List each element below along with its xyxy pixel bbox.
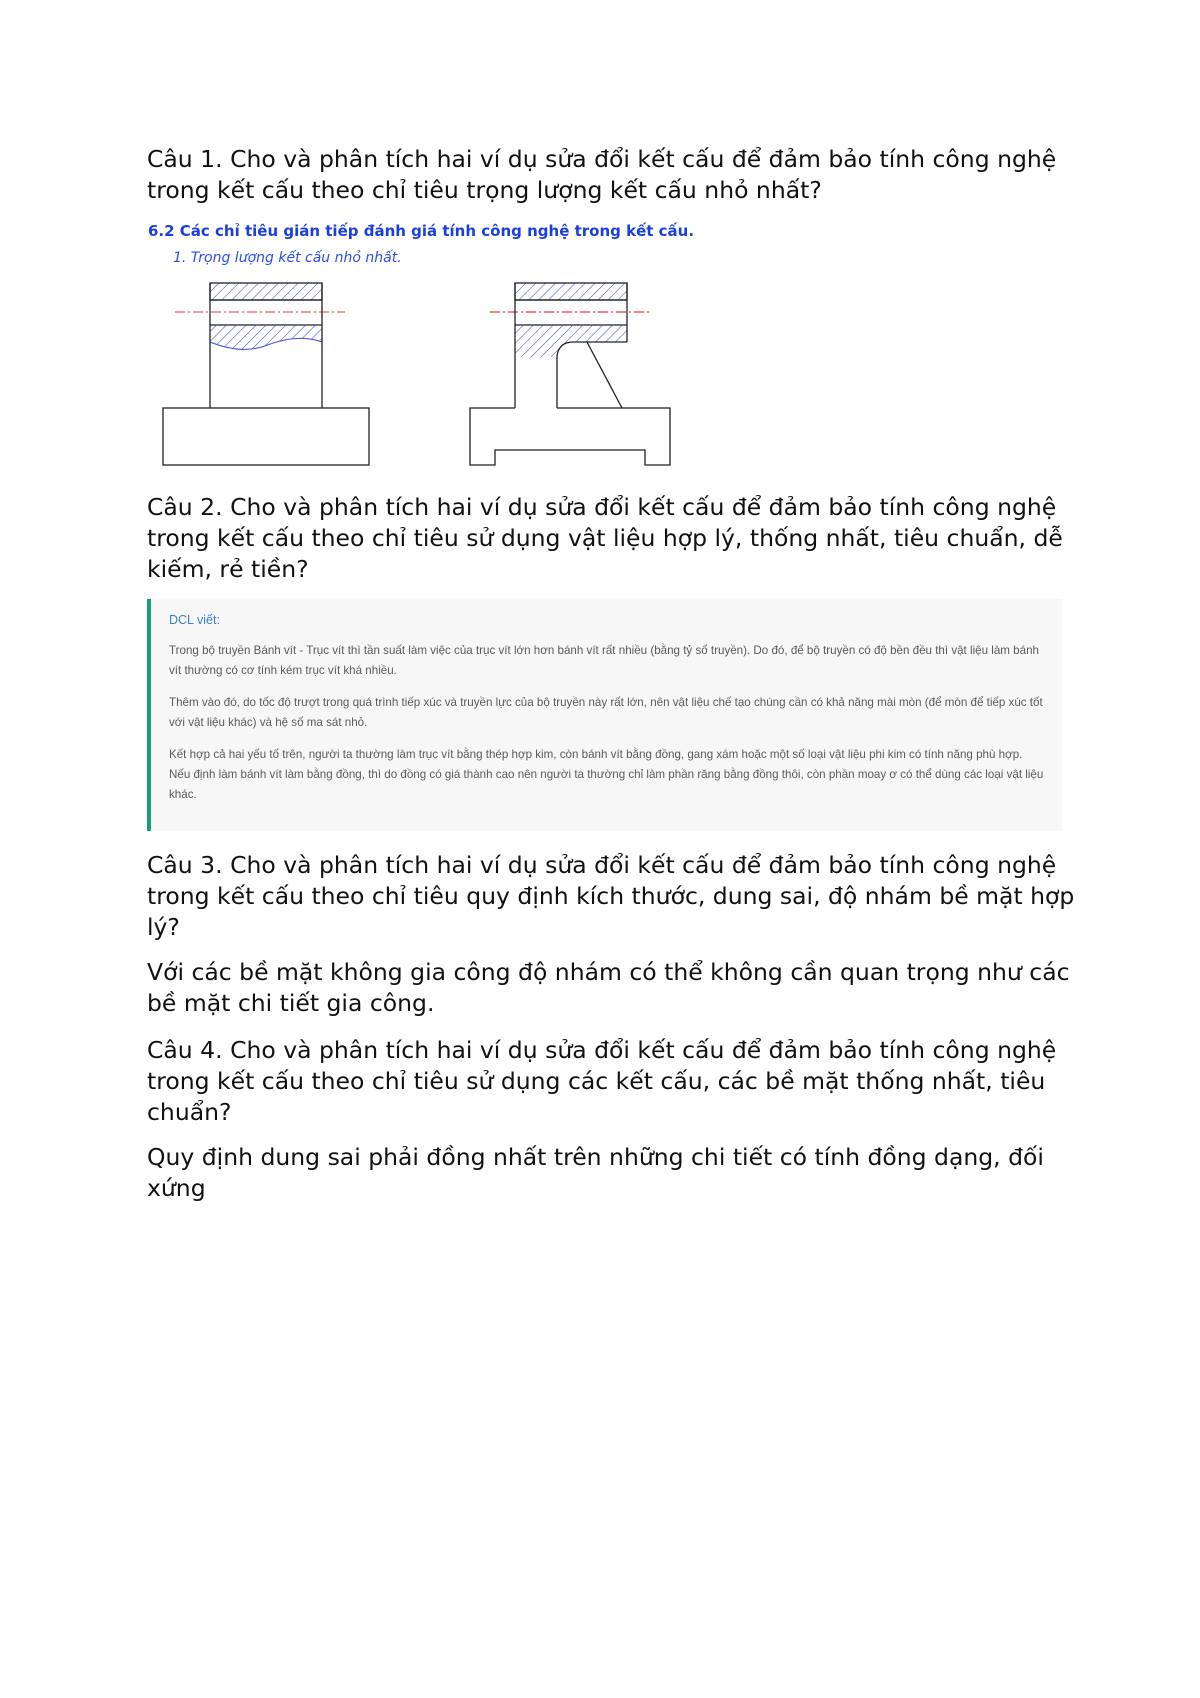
quote-paragraph: Trong bộ truyền Bánh vít - Trục vít thì tần suất làm việc của trục vít lớn hơn bánh vít rất nhiều (bằng tỷ số truyền). Do đó, để bộ truyền có độ bền đều thì vật liệu làm bánh vít thường có cơ tính kém trục vít khá nhiều. (169, 644, 1039, 677)
figure-heading: 6.2 Các chỉ tiêu gián tiếp đánh giá tính công nghệ trong kết cấu. (148, 222, 695, 240)
technical-figure (145, 218, 695, 473)
left-drawing (163, 283, 369, 465)
question-4: Câu 4. Cho và phân tích hai ví dụ sửa đổi kết cấu để đảm bảo tính công nghệ trong kết cấu theo chỉ tiêu sử dụng các kết cấu, các bề mặt thống nhất, tiêu chuẩn? (147, 1036, 1057, 1126)
quote-author: DCL viết: (169, 613, 220, 627)
question-1: Câu 1. Cho và phân tích hai ví dụ sửa đổi kết cấu để đảm bảo tính công nghệ trong kết cấu theo chỉ tiêu trọng lượng kết cấu nhỏ nhất? (147, 145, 1057, 204)
quote-paragraph: Thêm vào đó, do tốc độ trượt trong quá trình tiếp xúc và truyền lực của bộ truyền này rất lớn, nên vật liệu chế tạo chúng cần có khả năng mài mòn (để mòn để tiếp xúc tốt với vật liệu khác) và hệ số ma sát nhỏ. (169, 696, 1043, 729)
quoted-answer-box (147, 599, 1062, 831)
question-3: Câu 3. Cho và phân tích hai ví dụ sửa đổi kết cấu để đảm bảo tính công nghệ trong kết cấu theo chỉ tiêu quy định kích thước, dung sai, độ nhám bề mặt hợp lý? (147, 851, 1075, 941)
question-2: Câu 2. Cho và phân tích hai ví dụ sửa đổi kết cấu để đảm bảo tính công nghệ trong kết cấu theo chỉ tiêu sử dụng vật liệu hợp lý, thống nhất, tiêu chuẩn, dễ kiếm, rẻ tiền? (147, 493, 1063, 583)
answer-3: Với các bề mặt không gia công độ nhám có thể không cần quan trọng như các bề mặt chi tiết gia công. (147, 958, 1070, 1017)
right-drawing (470, 283, 670, 465)
quote-paragraph: Kết hợp cả hai yếu tố trên, người ta thường làm trục vít bằng thép hợp kim, còn bánh vít bằng đồng, gang xám hoặc một số loại vật liệu phi kim có tính năng phù hợp. Nếu định làm bánh vít làm bằng đồng, thì do đồng có giá thành cao nên người ta thường chỉ làm phần răng bằng đồng thôi, còn phần moay ơ có thể dùng các loại vật liệu khác. (169, 748, 1044, 801)
figure-subheading: 1. Trọng lượng kết cấu nhỏ nhất. (173, 250, 402, 266)
answer-4: Quy định dung sai phải đồng nhất trên những chi tiết có tính đồng dạng, đối xứng (147, 1143, 1044, 1202)
